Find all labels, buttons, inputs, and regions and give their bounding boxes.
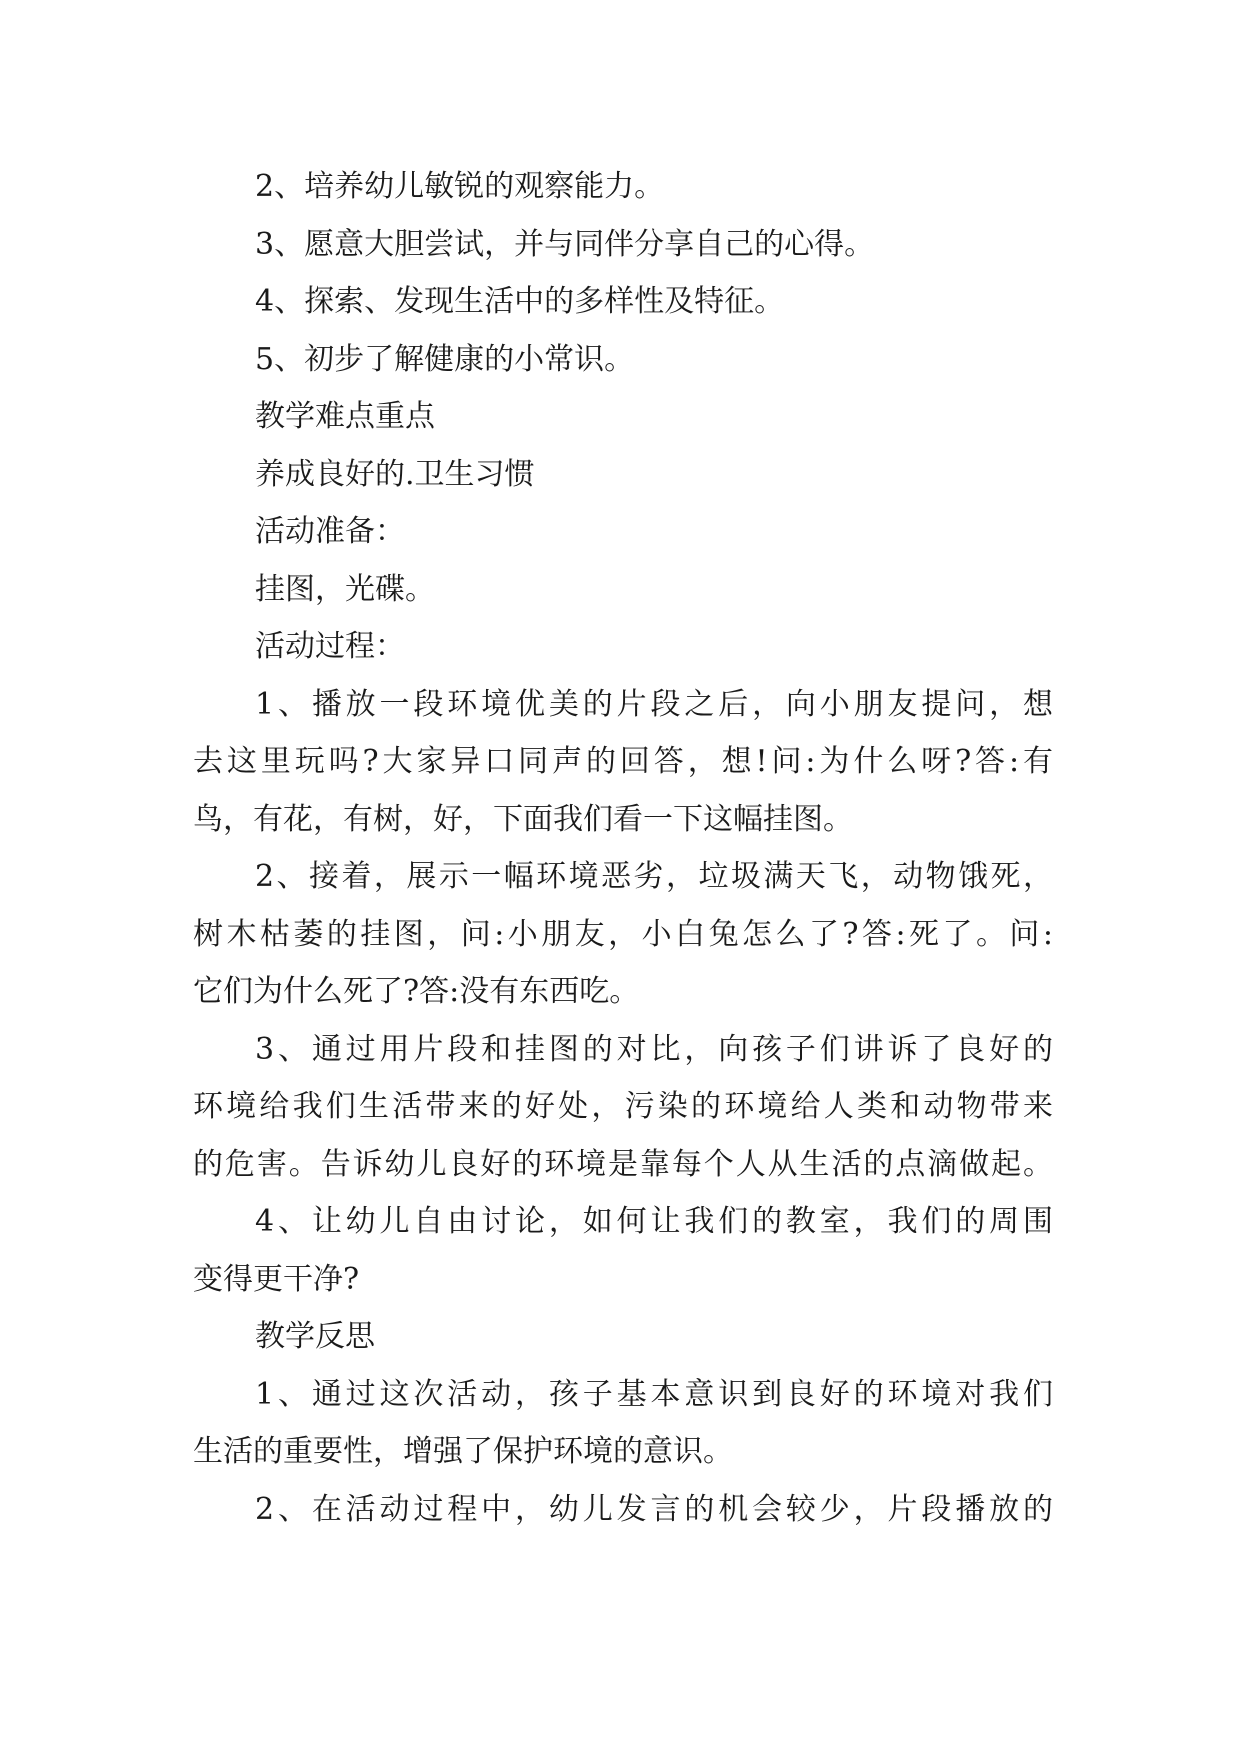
objective-4: 4、探索、发现生活中的多样性及特征。: [255, 284, 785, 319]
key-points-text: 养成良好的.卫生习惯: [255, 456, 535, 492]
process-step-4-line-2: 变得更干净?: [193, 1261, 360, 1297]
section-heading-reflection: 教学反思: [255, 1319, 375, 1354]
section-heading-process: 活动过程：: [255, 629, 405, 664]
reflection-2-line-1: 2、在活动过程中，幼儿发言的机会较少，片段播放的: [255, 1491, 1053, 1527]
objective-5: 5、初步了解健康的小常识。: [255, 341, 635, 377]
objective-3: 3、愿意大胆尝试，并与同伴分享自己的心得。: [255, 226, 875, 262]
process-step-1-line-1: 1、播放一段环境优美的片段之后，向小朋友提问，想: [255, 686, 1053, 722]
process-step-3-line-3: 的危害。告诉幼儿良好的环境是靠每个人从生活的点滴做起。: [193, 1146, 1053, 1182]
preparation-text: 挂图，光碟。: [255, 571, 435, 607]
process-step-4-line-1: 4、让幼儿自由讨论，如何让我们的教室，我们的周围: [255, 1204, 1053, 1239]
process-step-2-line-2: 树木枯萎的挂图，问:小朋友，小白兔怎么了?答:死了。问:: [193, 916, 1053, 952]
process-step-3-line-1: 3、通过用片段和挂图的对比，向孩子们讲诉了良好的: [255, 1031, 1053, 1067]
process-step-1-line-3: 鸟，有花，有树，好，下面我们看一下这幅挂图。: [193, 801, 853, 837]
section-heading-key-points: 教学难点重点: [255, 399, 435, 434]
process-step-1-line-2: 去这里玩吗?大家异口同声的回答，想!问:为什么呀?答:有: [193, 744, 1053, 779]
reflection-1-line-1: 1、通过这次活动，孩子基本意识到良好的环境对我们: [255, 1376, 1053, 1412]
reflection-1-line-2: 生活的重要性，增强了保护环境的意识。: [193, 1434, 733, 1469]
objective-2: 2、培养幼儿敏锐的观察能力。: [255, 169, 665, 204]
document-body: [193, 158, 1053, 1538]
process-step-2-line-1: 2、接着，展示一幅环境恶劣，垃圾满天飞，动物饿死，: [255, 859, 1053, 894]
process-step-3-line-2: 环境给我们生活带来的好处，污染的环境给人类和动物带来: [193, 1089, 1053, 1124]
process-step-2-line-3: 它们为什么死了?答:没有东西吃。: [193, 974, 640, 1009]
section-heading-preparation: 活动准备：: [255, 514, 405, 549]
